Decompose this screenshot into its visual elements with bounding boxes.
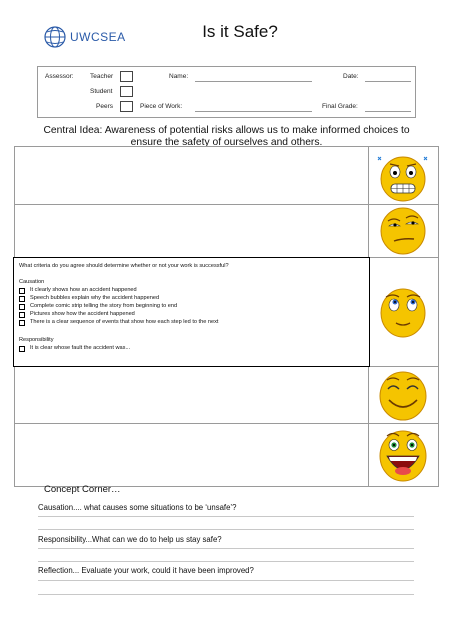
criteria-checkbox[interactable]	[19, 296, 25, 302]
worried-face-icon	[372, 151, 434, 203]
thinking-face-icon	[372, 285, 434, 341]
teacher-checkbox[interactable]	[120, 71, 133, 82]
success-criteria-box	[13, 257, 370, 367]
criteria-item: Speech bubbles explain why the accident happened	[30, 295, 160, 301]
student-checkbox[interactable]	[120, 86, 133, 97]
grid-row-divider	[15, 423, 438, 424]
answer-line[interactable]	[38, 516, 414, 517]
central-idea-line-1: Awareness of potential risks allows us to make informed choices to	[104, 125, 410, 136]
answer-line[interactable]	[38, 548, 414, 549]
responsibility-heading: Responsibility	[19, 337, 54, 343]
piece-of-work-label: Piece of Work:	[140, 103, 183, 110]
criteria-checkbox[interactable]	[19, 346, 25, 352]
reflection-prompt: Reflection... Evaluate your work, could it have been improved?	[38, 566, 254, 575]
central-idea-label: Central Idea:	[43, 125, 103, 136]
smiling-face-icon	[372, 369, 434, 423]
answer-line[interactable]	[38, 529, 414, 530]
criteria-item: It is clear whose fault the accident was...	[30, 345, 131, 351]
criteria-item: There is a clear sequence of events that show how each step led to the next	[30, 319, 219, 325]
uwcsea-logo	[42, 24, 142, 50]
answer-line[interactable]	[38, 594, 414, 595]
causation-prompt: Causation.... what causes some situations to be ‘unsafe’?	[38, 503, 237, 512]
criteria-checkbox[interactable]	[19, 320, 25, 326]
assessment-header-form	[37, 66, 416, 118]
name-field[interactable]	[195, 81, 312, 82]
name-label: Name:	[169, 73, 189, 80]
final-grade-field[interactable]	[365, 111, 411, 112]
criteria-item: Pictures show how the accident happened	[30, 311, 135, 317]
globe-icon	[42, 24, 68, 50]
concept-corner-title: Concept Corner…	[44, 484, 121, 495]
answer-line[interactable]	[38, 561, 414, 562]
date-field[interactable]	[365, 81, 411, 82]
criteria-item: Complete comic strip telling the story from beginning to end	[30, 303, 178, 309]
central-idea-line-2: ensure the safety of ourselves and others.	[130, 137, 323, 148]
student-label: Student	[90, 88, 113, 95]
causation-heading: Causation	[19, 279, 45, 285]
criteria-checkbox[interactable]	[19, 304, 25, 310]
peers-label: Peers	[96, 103, 113, 110]
criteria-checkbox[interactable]	[19, 312, 25, 318]
criteria-item: It clearly shows how an accident happened	[30, 287, 137, 293]
peers-checkbox[interactable]	[120, 101, 133, 112]
responsibility-prompt: Responsibility...What can we do to help us stay safe?	[38, 535, 222, 544]
teacher-label: Teacher	[90, 73, 114, 80]
criteria-checkbox[interactable]	[19, 288, 25, 294]
final-grade-label: Final Grade:	[322, 103, 358, 110]
unimpressed-face-icon	[372, 205, 434, 257]
assessor-label: Assessor:	[45, 73, 74, 80]
laughing-face-icon	[372, 425, 434, 485]
answer-line[interactable]	[38, 580, 414, 581]
piece-of-work-field[interactable]	[195, 111, 312, 112]
page-title: Is it Safe?	[202, 22, 278, 41]
criteria-question: What criteria do you agree should determine whether or not your work is successful?	[19, 263, 229, 269]
logo-text: UWCSEA	[70, 30, 126, 44]
date-label: Date:	[343, 73, 359, 80]
